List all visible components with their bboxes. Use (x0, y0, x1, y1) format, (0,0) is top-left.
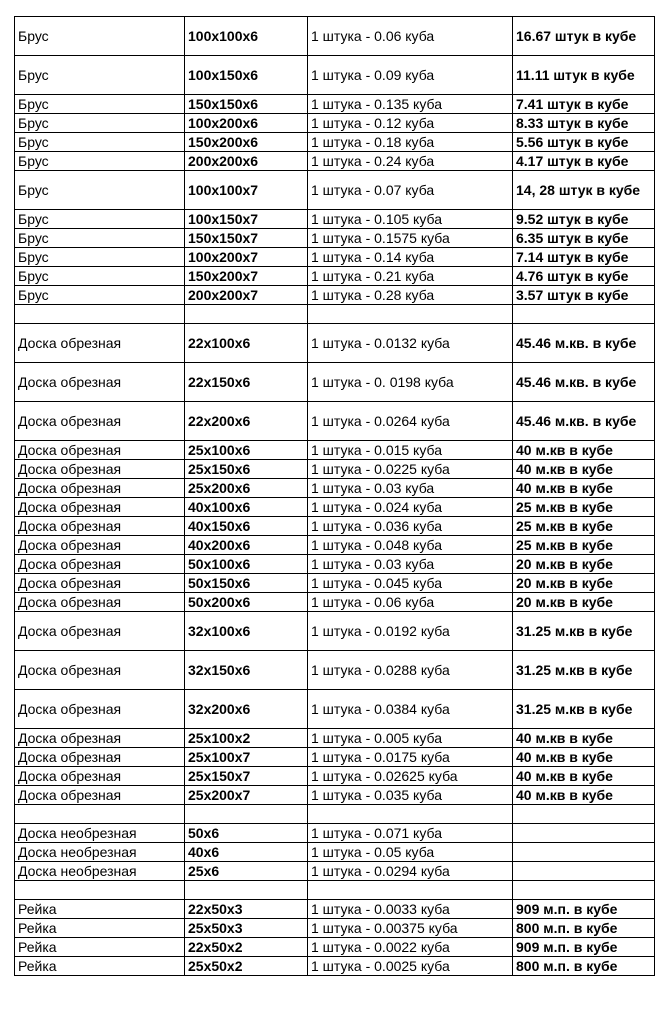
dimensions-cell: 150x200x6 (185, 133, 308, 152)
dimensions-cell: 25x6 (185, 862, 308, 881)
table-row (15, 574, 655, 593)
product-name-cell: Брус (15, 56, 185, 95)
per-cube-cell (513, 862, 655, 881)
table-row (15, 938, 655, 957)
product-name-cell: Доска обрезная (15, 479, 185, 498)
table-row (15, 460, 655, 479)
unit-volume-cell: 1 штука - 0.07 куба (308, 171, 513, 210)
unit-volume-cell: 1 штука - 0.21 куба (308, 267, 513, 286)
product-name-cell: Брус (15, 114, 185, 133)
per-cube-cell: 25 м.кв в кубе (513, 536, 655, 555)
per-cube-cell: 4.17 штук в кубе (513, 152, 655, 171)
dimensions-cell: 200x200x6 (185, 152, 308, 171)
dimensions-cell (185, 805, 308, 824)
table-row (15, 324, 655, 363)
product-name-cell: Брус (15, 152, 185, 171)
product-name-cell: Рейка (15, 900, 185, 919)
table-row (15, 843, 655, 862)
per-cube-cell: 800 м.п. в кубе (513, 919, 655, 938)
unit-volume-cell: 1 штука - 0.0384 куба (308, 690, 513, 729)
table-row (15, 114, 655, 133)
product-name-cell: Брус (15, 267, 185, 286)
unit-volume-cell: 1 штука - 0.03 куба (308, 479, 513, 498)
unit-volume-cell: 1 штука - 0.0033 куба (308, 900, 513, 919)
per-cube-cell: 40 м.кв в кубе (513, 767, 655, 786)
table-row (15, 729, 655, 748)
product-name-cell: Доска обрезная (15, 593, 185, 612)
unit-volume-cell: 1 штука - 0.0294 куба (308, 862, 513, 881)
dimensions-cell (185, 881, 308, 900)
unit-volume-cell: 1 штука - 0.035 куба (308, 786, 513, 805)
per-cube-cell: 20 м.кв в кубе (513, 555, 655, 574)
unit-volume-cell: 1 штука - 0.06 куба (308, 17, 513, 56)
table-row (15, 555, 655, 574)
unit-volume-cell: 1 штука - 0.12 куба (308, 114, 513, 133)
product-name-cell (15, 881, 185, 900)
product-name-cell: Брус (15, 229, 185, 248)
table-row (15, 305, 655, 324)
unit-volume-cell: 1 штука - 0.0025 куба (308, 957, 513, 976)
unit-volume-cell: 1 штука - 0.015 куба (308, 441, 513, 460)
table-row (15, 95, 655, 114)
dimensions-cell: 100x150x6 (185, 56, 308, 95)
dimensions-cell: 100x100x7 (185, 171, 308, 210)
table-row (15, 479, 655, 498)
product-name-cell: Доска обрезная (15, 786, 185, 805)
product-name-cell: Доска необрезная (15, 824, 185, 843)
dimensions-cell: 25x150x7 (185, 767, 308, 786)
table-row (15, 862, 655, 881)
per-cube-cell: 40 м.кв в кубе (513, 460, 655, 479)
product-name-cell: Доска необрезная (15, 862, 185, 881)
table-row (15, 957, 655, 976)
product-name-cell: Доска обрезная (15, 612, 185, 651)
table-row (15, 171, 655, 210)
dimensions-cell: 40x200x6 (185, 536, 308, 555)
table-row (15, 786, 655, 805)
table-row (15, 402, 655, 441)
unit-volume-cell: 1 штука - 0.09 куба (308, 56, 513, 95)
dimensions-cell: 40x6 (185, 843, 308, 862)
unit-volume-cell: 1 штука - 0.135 куба (308, 95, 513, 114)
dimensions-cell: 32x200x6 (185, 690, 308, 729)
dimensions-cell: 25x100x2 (185, 729, 308, 748)
dimensions-cell: 25x150x6 (185, 460, 308, 479)
product-name-cell: Доска необрезная (15, 843, 185, 862)
unit-volume-cell: 1 штука - 0.1575 куба (308, 229, 513, 248)
table-row (15, 919, 655, 938)
table-body (15, 17, 655, 976)
product-name-cell: Доска обрезная (15, 441, 185, 460)
table-row (15, 363, 655, 402)
dimensions-cell: 25x200x6 (185, 479, 308, 498)
unit-volume-cell: 1 штука - 0.06 куба (308, 593, 513, 612)
product-name-cell (15, 305, 185, 324)
unit-volume-cell: 1 штука - 0.0288 куба (308, 651, 513, 690)
dimensions-cell: 100x150x7 (185, 210, 308, 229)
unit-volume-cell: 1 штука - 0.03 куба (308, 555, 513, 574)
per-cube-cell: 909 м.п. в кубе (513, 938, 655, 957)
product-name-cell: Брус (15, 17, 185, 56)
per-cube-cell: 40 м.кв в кубе (513, 479, 655, 498)
per-cube-cell: 3.57 штук в кубе (513, 286, 655, 305)
dimensions-cell: 22x50x3 (185, 900, 308, 919)
unit-volume-cell (308, 805, 513, 824)
table-row (15, 824, 655, 843)
per-cube-cell: 4.76 штук в кубе (513, 267, 655, 286)
per-cube-cell: 8.33 штук в кубе (513, 114, 655, 133)
product-name-cell: Брус (15, 210, 185, 229)
per-cube-cell: 909 м.п. в кубе (513, 900, 655, 919)
table-row (15, 805, 655, 824)
unit-volume-cell: 1 штука - 0.02625 куба (308, 767, 513, 786)
per-cube-cell (513, 305, 655, 324)
unit-volume-cell: 1 штука - 0.0192 куба (308, 612, 513, 651)
product-name-cell: Брус (15, 286, 185, 305)
dimensions-cell: 150x150x7 (185, 229, 308, 248)
product-name-cell: Доска обрезная (15, 555, 185, 574)
dimensions-cell (185, 305, 308, 324)
product-name-cell: Доска обрезная (15, 324, 185, 363)
dimensions-cell: 40x150x6 (185, 517, 308, 536)
per-cube-cell: 20 м.кв в кубе (513, 574, 655, 593)
unit-volume-cell: 1 штука - 0.105 куба (308, 210, 513, 229)
per-cube-cell: 40 м.кв в кубе (513, 786, 655, 805)
product-name-cell: Брус (15, 248, 185, 267)
product-name-cell: Брус (15, 133, 185, 152)
product-name-cell: Брус (15, 95, 185, 114)
product-name-cell: Доска обрезная (15, 402, 185, 441)
product-name-cell (15, 805, 185, 824)
table-row (15, 517, 655, 536)
dimensions-cell: 40x100x6 (185, 498, 308, 517)
per-cube-cell: 25 м.кв в кубе (513, 517, 655, 536)
unit-volume-cell (308, 881, 513, 900)
per-cube-cell: 7.41 штук в кубе (513, 95, 655, 114)
product-name-cell: Доска обрезная (15, 690, 185, 729)
product-name-cell: Доска обрезная (15, 729, 185, 748)
unit-volume-cell: 1 штука - 0.071 куба (308, 824, 513, 843)
unit-volume-cell: 1 штука - 0.024 куба (308, 498, 513, 517)
dimensions-cell: 150x150x6 (185, 95, 308, 114)
product-name-cell: Доска обрезная (15, 574, 185, 593)
per-cube-cell (513, 805, 655, 824)
unit-volume-cell: 1 штука - 0.24 куба (308, 152, 513, 171)
dimensions-cell: 50x6 (185, 824, 308, 843)
per-cube-cell: 40 м.кв в кубе (513, 729, 655, 748)
per-cube-cell: 5.56 штук в кубе (513, 133, 655, 152)
table-row (15, 536, 655, 555)
dimensions-cell: 25x100x7 (185, 748, 308, 767)
product-name-cell: Рейка (15, 919, 185, 938)
unit-volume-cell: 1 штука - 0.0264 куба (308, 402, 513, 441)
product-name-cell: Брус (15, 171, 185, 210)
unit-volume-cell: 1 штука - 0.0225 куба (308, 460, 513, 479)
unit-volume-cell: 1 штука - 0. 0198 куба (308, 363, 513, 402)
per-cube-cell: 25 м.кв в кубе (513, 498, 655, 517)
product-name-cell: Рейка (15, 957, 185, 976)
per-cube-cell: 45.46 м.кв. в кубе (513, 324, 655, 363)
unit-volume-cell: 1 штука - 0.05 куба (308, 843, 513, 862)
per-cube-cell: 40 м.кв в кубе (513, 748, 655, 767)
product-name-cell: Доска обрезная (15, 460, 185, 479)
per-cube-cell: 800 м.п. в кубе (513, 957, 655, 976)
table-row (15, 248, 655, 267)
product-name-cell: Доска обрезная (15, 767, 185, 786)
table-row (15, 651, 655, 690)
dimensions-cell: 50x100x6 (185, 555, 308, 574)
dimensions-cell: 22x150x6 (185, 363, 308, 402)
product-name-cell: Доска обрезная (15, 363, 185, 402)
per-cube-cell: 9.52 штук в кубе (513, 210, 655, 229)
unit-volume-cell: 1 штука - 0.0022 куба (308, 938, 513, 957)
product-name-cell: Доска обрезная (15, 651, 185, 690)
dimensions-cell: 25x50x3 (185, 919, 308, 938)
per-cube-cell: 14, 28 штук в кубе (513, 171, 655, 210)
table-row (15, 286, 655, 305)
table-row (15, 267, 655, 286)
unit-volume-cell: 1 штука - 0.005 куба (308, 729, 513, 748)
dimensions-cell: 100x200x6 (185, 114, 308, 133)
table-row (15, 748, 655, 767)
table-row (15, 229, 655, 248)
table-row (15, 498, 655, 517)
per-cube-cell: 45.46 м.кв. в кубе (513, 363, 655, 402)
per-cube-cell: 20 м.кв в кубе (513, 593, 655, 612)
table-row (15, 210, 655, 229)
unit-volume-cell: 1 штука - 0.18 куба (308, 133, 513, 152)
table-row (15, 56, 655, 95)
dimensions-cell: 25x200x7 (185, 786, 308, 805)
dimensions-cell: 200x200x7 (185, 286, 308, 305)
dimensions-cell: 32x100x6 (185, 612, 308, 651)
dimensions-cell: 100x100x6 (185, 17, 308, 56)
table-row (15, 612, 655, 651)
table-row (15, 441, 655, 460)
table-row (15, 133, 655, 152)
table-row (15, 17, 655, 56)
product-name-cell: Доска обрезная (15, 517, 185, 536)
unit-volume-cell: 1 штука - 0.048 куба (308, 536, 513, 555)
per-cube-cell: 31.25 м.кв в кубе (513, 690, 655, 729)
per-cube-cell: 16.67 штук в кубе (513, 17, 655, 56)
unit-volume-cell: 1 штука - 0.28 куба (308, 286, 513, 305)
unit-volume-cell (308, 305, 513, 324)
per-cube-cell: 7.14 штук в кубе (513, 248, 655, 267)
unit-volume-cell: 1 штука - 0.036 куба (308, 517, 513, 536)
table-row (15, 593, 655, 612)
dimensions-cell: 22x100x6 (185, 324, 308, 363)
dimensions-cell: 50x200x6 (185, 593, 308, 612)
per-cube-cell (513, 881, 655, 900)
table-row (15, 900, 655, 919)
unit-volume-cell: 1 штука - 0.00375 куба (308, 919, 513, 938)
dimensions-cell: 100x200x7 (185, 248, 308, 267)
per-cube-cell: 31.25 м.кв в кубе (513, 612, 655, 651)
table-row (15, 152, 655, 171)
per-cube-cell (513, 824, 655, 843)
unit-volume-cell: 1 штука - 0.045 куба (308, 574, 513, 593)
product-name-cell: Рейка (15, 938, 185, 957)
product-name-cell: Доска обрезная (15, 536, 185, 555)
product-name-cell: Доска обрезная (15, 498, 185, 517)
per-cube-cell: 40 м.кв в кубе (513, 441, 655, 460)
lumber-volume-table (14, 16, 655, 976)
dimensions-cell: 150x200x7 (185, 267, 308, 286)
table-row (15, 690, 655, 729)
product-name-cell: Доска обрезная (15, 748, 185, 767)
table-row (15, 881, 655, 900)
per-cube-cell: 6.35 штук в кубе (513, 229, 655, 248)
dimensions-cell: 50x150x6 (185, 574, 308, 593)
dimensions-cell: 25x100x6 (185, 441, 308, 460)
unit-volume-cell: 1 штука - 0.0175 куба (308, 748, 513, 767)
per-cube-cell (513, 843, 655, 862)
dimensions-cell: 25x50x2 (185, 957, 308, 976)
per-cube-cell: 11.11 штук в кубе (513, 56, 655, 95)
table-row (15, 767, 655, 786)
per-cube-cell: 31.25 м.кв в кубе (513, 651, 655, 690)
unit-volume-cell: 1 штука - 0.14 куба (308, 248, 513, 267)
dimensions-cell: 32x150x6 (185, 651, 308, 690)
per-cube-cell: 45.46 м.кв. в кубе (513, 402, 655, 441)
unit-volume-cell: 1 штука - 0.0132 куба (308, 324, 513, 363)
dimensions-cell: 22x50x2 (185, 938, 308, 957)
dimensions-cell: 22x200x6 (185, 402, 308, 441)
